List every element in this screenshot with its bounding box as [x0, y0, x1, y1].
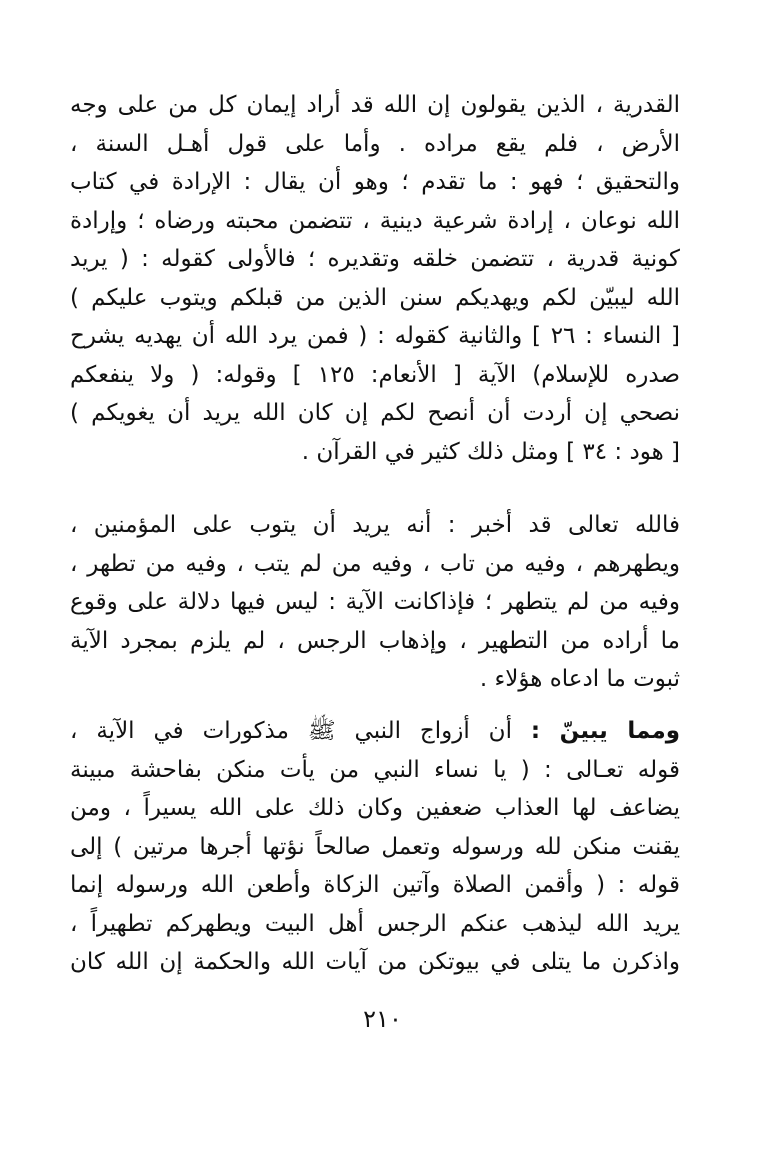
paragraph-3	[70, 712, 680, 982]
text-line: الأرض ، فلم يقع مراده . وأما على قول أهـل السنة ،	[70, 130, 680, 157]
text-line: يضاعف لها العذاب ضعفين وكان ذلك على الله يسيراً ، ومن	[70, 795, 680, 821]
text-line: الله ليبيّن لكم ويهديكم سنن الذين من قبلكم ويتوب عليكم )	[70, 284, 680, 311]
text-line: يريد الله ليذهب عنكم الرجس أهل البيت ويطهركم تطهيراً ،	[70, 910, 680, 937]
text-line	[70, 712, 680, 751]
text-line: ما أراده من التطهير ، وإذهاب الرجس ، لم يلزم بمجرد الآية	[70, 627, 680, 654]
text-line: واذكرن ما يتلى في بيوتكن من آيات الله والحكمة إن الله كان	[70, 949, 680, 975]
text-line: فالله تعالى قد أخبر : أنه يريد أن يتوب على المؤمنين ،	[70, 512, 680, 538]
text-line: [ النساء : ٢٦ ] والثانية كقوله : ( فمن يرد الله أن يهديه يشرح	[70, 323, 680, 349]
text-line: يقنت منكن لله ورسوله وتعمل صالحاً نؤتها أجرها مرتين ) إلى	[70, 833, 680, 860]
text-line: كونية قدرية ، تتضمن خلقه وتقديره ؛ فالأولى كقوله : ( يريد	[70, 246, 680, 272]
text-line: قوله : ( وأقمن الصلاة وآتين الزكاة وأطعن الله ورسوله إنما	[70, 872, 680, 898]
paragraph-2	[70, 506, 680, 699]
text-line: وفيه من لم يتطهر ؛ فإذاكانت الآية : ليس فيها دلالة على وقوع	[70, 589, 680, 615]
page-number: ٢١٠	[363, 1005, 402, 1033]
paragraph-1	[70, 86, 680, 471]
text-line: نصحي إن أردت أن أنصح لكم إن كان الله يريد أن يغويكم )	[70, 400, 680, 426]
text-line: القدرية ، الذين يقولون إن الله قد أراد إيمان كل من على وجه	[70, 92, 680, 118]
text-line-rest: أن أزواج النبي ﷺ مذكورات في الآية ،	[70, 718, 531, 744]
paragraph-lead-word: ومما يبينّ :	[530, 718, 680, 744]
text-line: الله نوعان ، إرادة شرعية دينية ، تتضمن محبته ورضاه ؛ وإرادة	[70, 207, 680, 234]
text-line: ويطهرهم ، وفيه من تاب ، وفيه من لم يتب ، وفيه من تطهر ،	[70, 550, 680, 577]
text-line: [ هود : ٣٤ ] ومثل ذلك كثير في القرآن .	[301, 438, 680, 465]
text-line: ثبوت ما ادعاه هؤلاء .	[479, 666, 680, 692]
text-line: والتحقيق ؛ فهو : ما تقدم ؛ وهو أن يقال : الإرادة في كتاب	[70, 169, 680, 195]
text-line: قوله تعـالى : ( يا نساء النبي من يأت منكن بفاحشة مبينة	[70, 756, 680, 783]
text-line: صدره للإسلام) الآية [ الأنعام: ١٢٥ ] وقوله: ( ولا ينفعكم	[70, 361, 680, 388]
